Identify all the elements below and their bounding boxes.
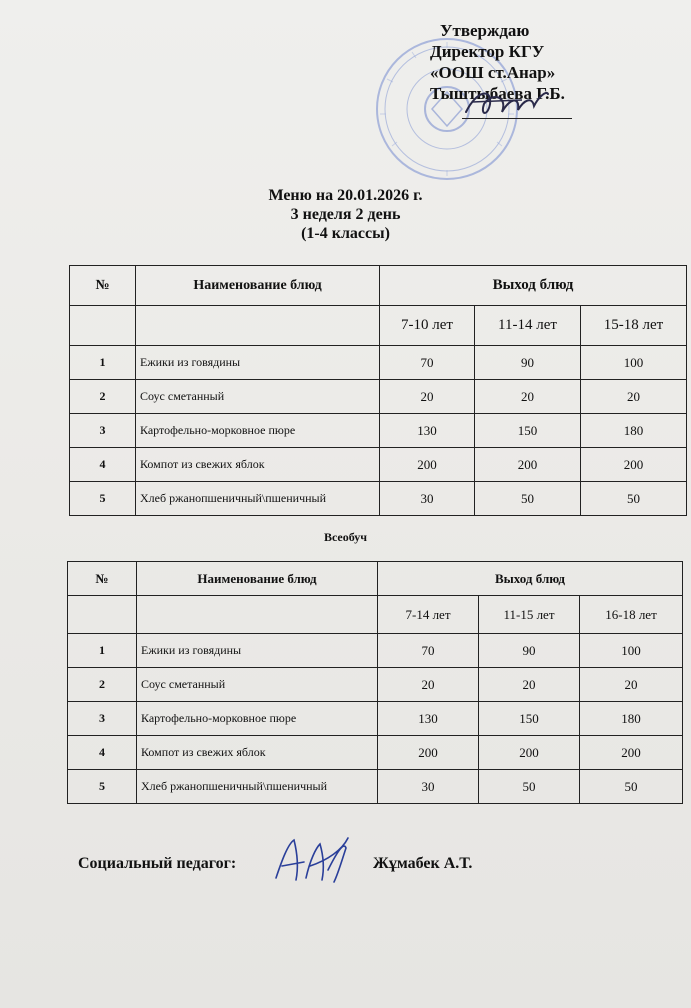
approval-word: Утверждаю <box>440 21 530 40</box>
portion-value: 200 <box>378 736 479 770</box>
table-row <box>70 482 687 516</box>
portion-value: 200 <box>380 448 475 482</box>
dish-name: Соус сметанный <box>136 380 380 414</box>
portion-value: 130 <box>378 702 479 736</box>
menu-grades: (1-4 классы) <box>301 225 390 242</box>
empty-cell <box>68 596 137 634</box>
table-row <box>68 770 683 804</box>
director-signature <box>462 82 552 130</box>
dish-name: Картофельно-морковное пюре <box>136 414 380 448</box>
menu-title <box>0 186 691 243</box>
portion-value: 20 <box>479 668 580 702</box>
age-group: 7-10 лет <box>380 306 475 346</box>
dish-name: Компот из свежих яблок <box>136 448 380 482</box>
header-dish-name: Наименование блюд <box>137 562 378 596</box>
footer-role: Социальный педагог: <box>78 855 237 872</box>
table-row <box>68 668 683 702</box>
approval-org: «ООШ ст.Анар» <box>430 63 556 82</box>
table-header-row <box>70 266 687 306</box>
age-group: 15-18 лет <box>581 306 687 346</box>
row-num: 2 <box>70 380 136 414</box>
age-group: 7-14 лет <box>378 596 479 634</box>
row-num: 3 <box>70 414 136 448</box>
portion-value: 50 <box>475 482 581 516</box>
portion-value: 50 <box>479 770 580 804</box>
age-group: 11-15 лет <box>479 596 580 634</box>
header-num: № <box>70 266 136 306</box>
row-num: 4 <box>70 448 136 482</box>
table-row <box>70 414 687 448</box>
portion-value: 90 <box>479 634 580 668</box>
header-dish-name: Наименование блюд <box>136 266 380 306</box>
table-row <box>68 736 683 770</box>
portion-value: 180 <box>580 702 683 736</box>
table-age-row <box>68 596 683 634</box>
empty-cell <box>137 596 378 634</box>
menu-table-2 <box>67 561 683 804</box>
table-row <box>70 380 687 414</box>
empty-cell <box>136 306 380 346</box>
portion-value: 70 <box>378 634 479 668</box>
dish-name: Картофельно-морковное пюре <box>137 702 378 736</box>
approval-position: Директор КГУ <box>430 42 545 61</box>
table-header-row <box>68 562 683 596</box>
age-group: 11-14 лет <box>475 306 581 346</box>
header-num: № <box>68 562 137 596</box>
portion-value: 30 <box>378 770 479 804</box>
row-num: 1 <box>68 634 137 668</box>
portion-value: 50 <box>581 482 687 516</box>
table-row <box>68 702 683 736</box>
header-output: Выход блюд <box>378 562 683 596</box>
table-row <box>68 634 683 668</box>
dish-name: Соус сметанный <box>137 668 378 702</box>
dish-name: Ежики из говядины <box>137 634 378 668</box>
pedagog-signature <box>268 830 363 890</box>
row-num: 5 <box>70 482 136 516</box>
menu-table-1 <box>69 265 687 516</box>
dish-name: Хлеб ржанопшеничный\пшеничный <box>136 482 380 516</box>
portion-value: 70 <box>380 346 475 380</box>
portion-value: 50 <box>580 770 683 804</box>
table-row <box>70 346 687 380</box>
portion-value: 30 <box>380 482 475 516</box>
footer-name: Жұмабек А.Т. <box>373 855 473 872</box>
row-num: 3 <box>68 702 137 736</box>
portion-value: 200 <box>580 736 683 770</box>
portion-value: 130 <box>380 414 475 448</box>
portion-value: 200 <box>581 448 687 482</box>
table-age-row <box>70 306 687 346</box>
row-num: 2 <box>68 668 137 702</box>
empty-cell <box>70 306 136 346</box>
dish-name: Ежики из говядины <box>136 346 380 380</box>
portion-value: 150 <box>475 414 581 448</box>
approval-person: Тыштыбаева Г.Б. <box>430 84 565 103</box>
menu-week-day: 3 неделя 2 день <box>290 206 401 223</box>
portion-value: 150 <box>479 702 580 736</box>
portion-value: 20 <box>475 380 581 414</box>
header-output: Выход блюд <box>380 266 687 306</box>
portion-value: 100 <box>581 346 687 380</box>
row-num: 4 <box>68 736 137 770</box>
age-group: 16-18 лет <box>580 596 683 634</box>
portion-value: 20 <box>581 380 687 414</box>
table-row <box>70 448 687 482</box>
portion-value: 200 <box>475 448 581 482</box>
dish-name: Компот из свежих яблок <box>137 736 378 770</box>
portion-value: 20 <box>378 668 479 702</box>
row-num: 1 <box>70 346 136 380</box>
portion-value: 20 <box>380 380 475 414</box>
portion-value: 90 <box>475 346 581 380</box>
row-num: 5 <box>68 770 137 804</box>
portion-value: 20 <box>580 668 683 702</box>
portion-value: 100 <box>580 634 683 668</box>
dish-name: Хлеб ржанопшеничный\пшеничный <box>137 770 378 804</box>
portion-value: 180 <box>581 414 687 448</box>
portion-value: 200 <box>479 736 580 770</box>
menu-date: Меню на 20.01.2026 г. <box>268 187 423 204</box>
section-title-vseobuch: Всеобуч <box>323 530 368 544</box>
